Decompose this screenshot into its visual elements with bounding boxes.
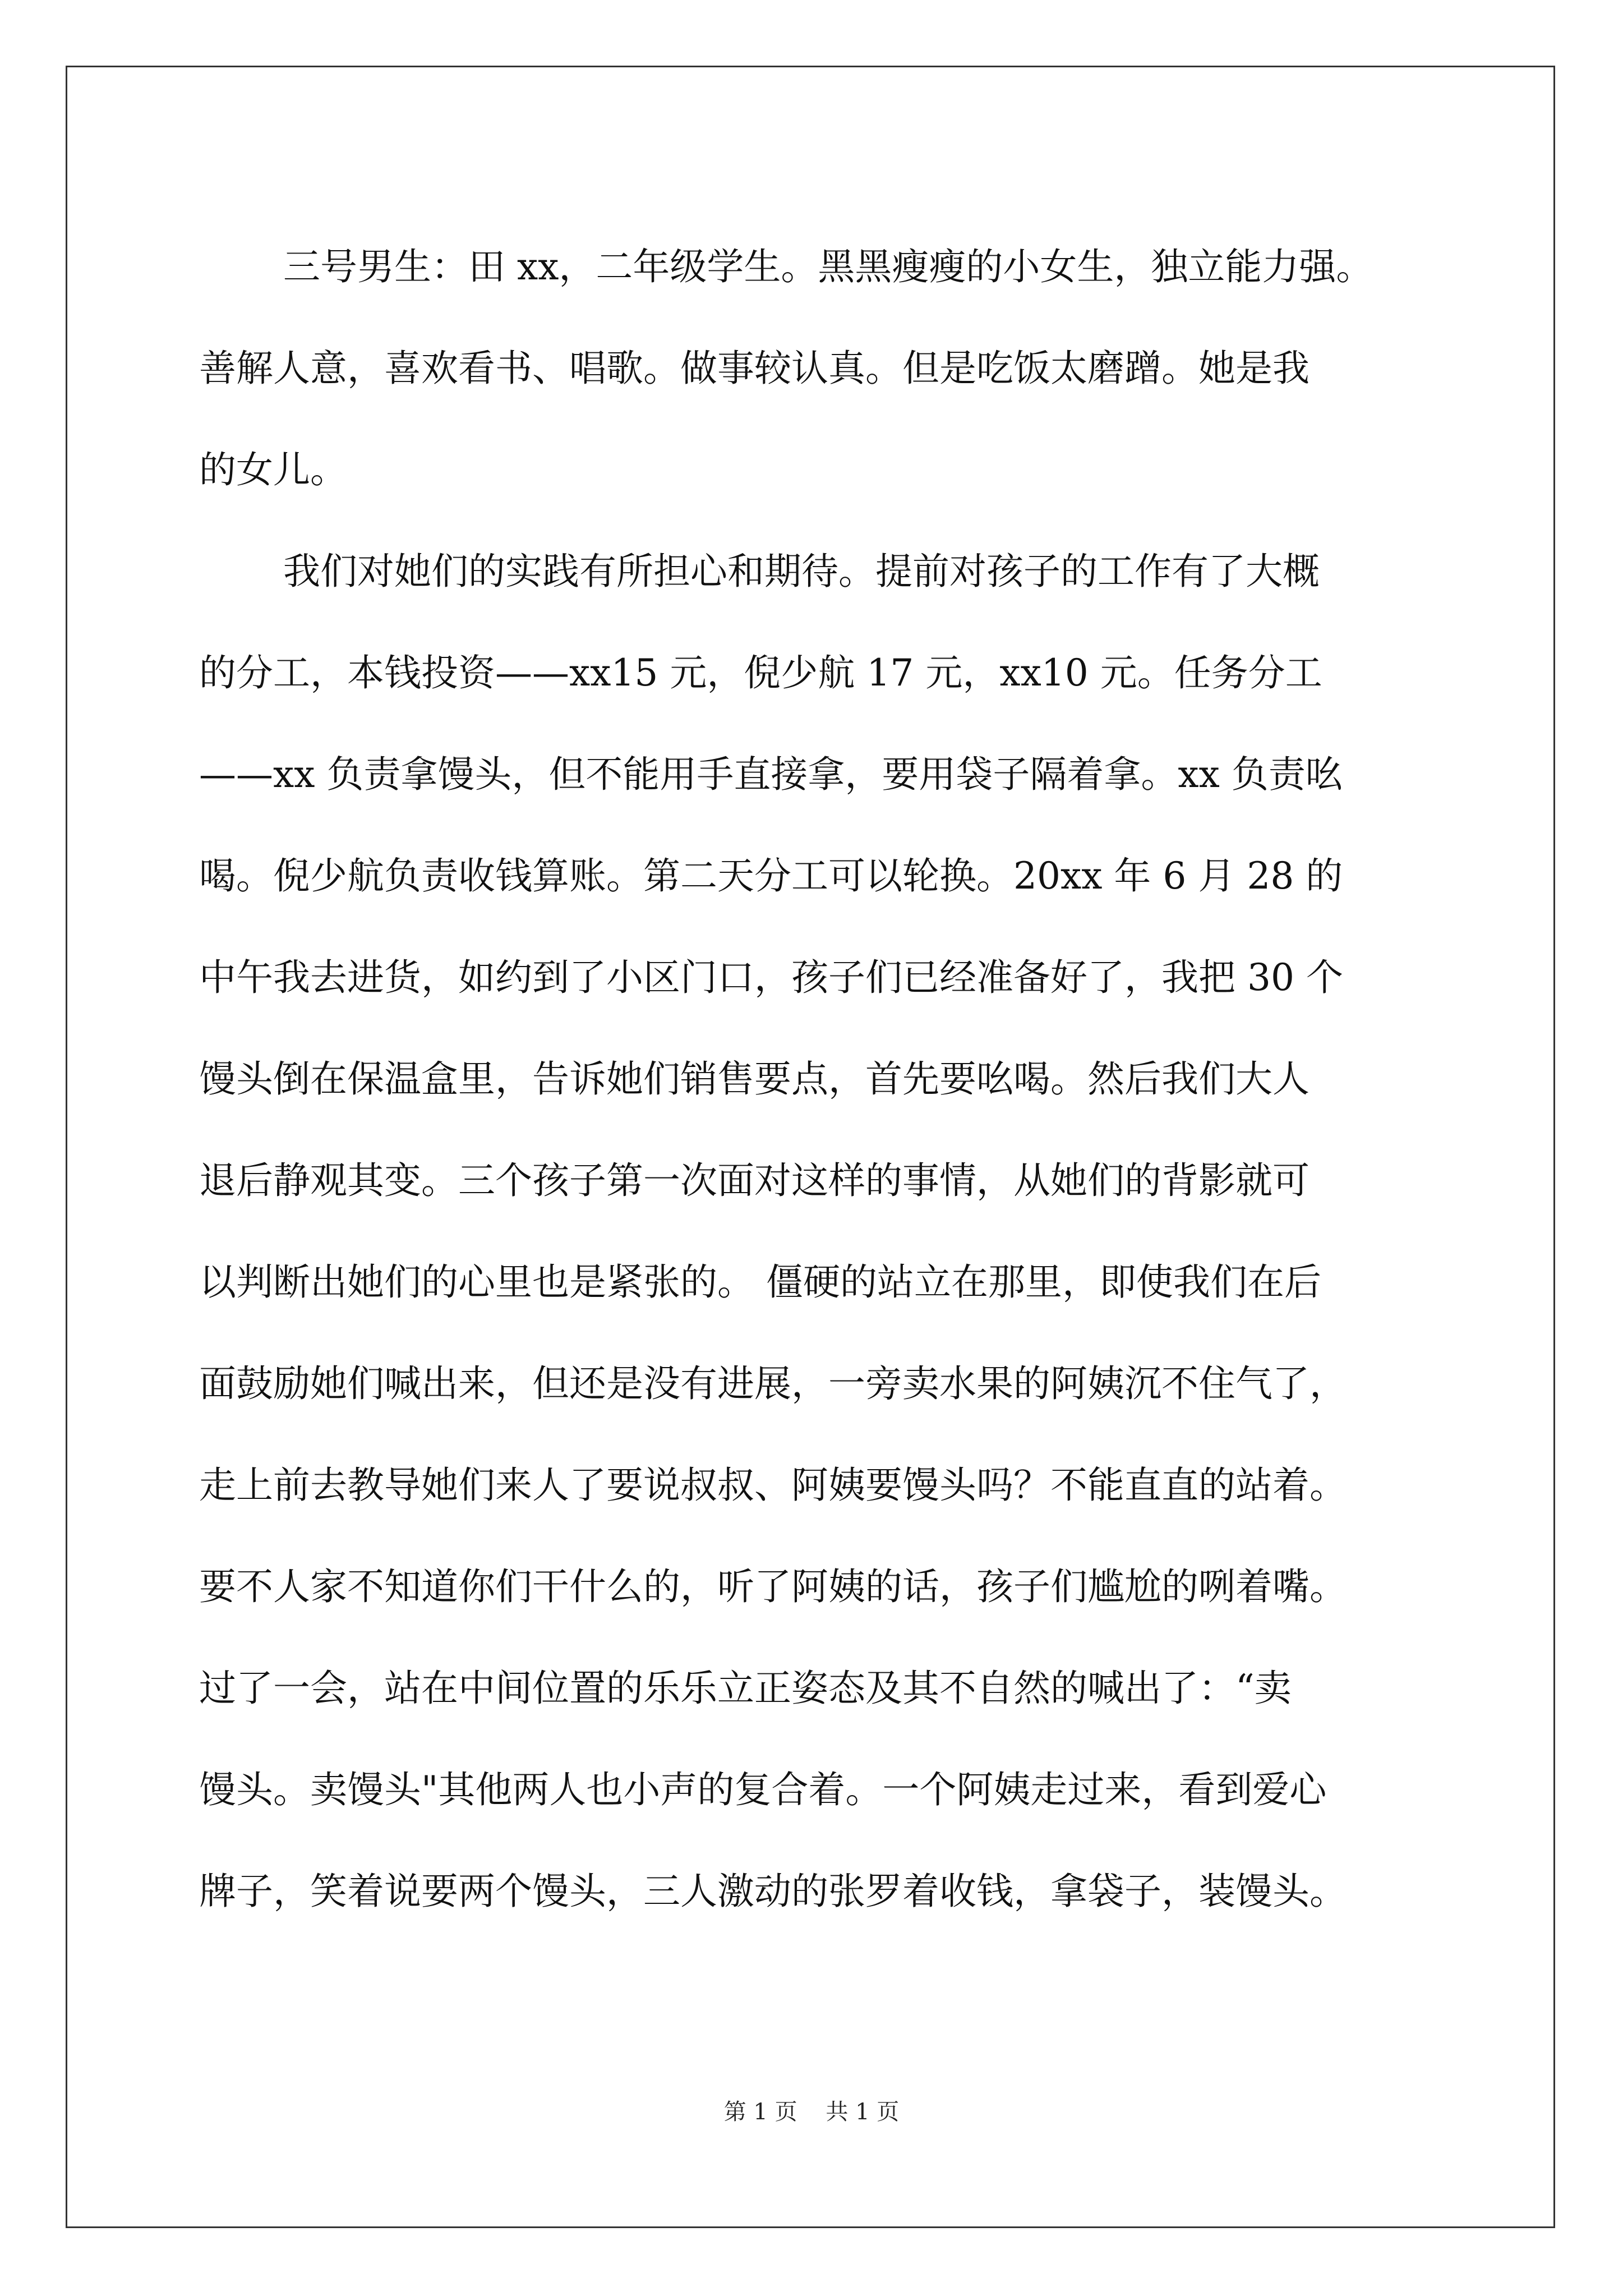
page-number-footer: 第 1 页 共 1 页 xyxy=(723,2099,900,2125)
text-line: 牌子，笑着说要两个馒头，三人激动的张罗着收钱，拿袋子，装馒头。 xyxy=(199,1870,1347,1913)
text-line: 走上前去教导她们来人了要说叔叔、阿姨要馒头吗？不能直直的站着。 xyxy=(199,1464,1347,1507)
text-line: 要不人家不知道你们干什么的，听了阿姨的话，孩子们尴尬的咧着嘴。 xyxy=(199,1565,1347,1608)
text-line: 的分工，本钱投资——xx15 元，倪少航 17 元，xx10 元。任务分工 xyxy=(199,651,1322,694)
text-line: 退后静观其变。三个孩子第一次面对这样的事情，从她们的背影就可 xyxy=(199,1159,1310,1202)
paragraph-1 xyxy=(199,216,1433,521)
text-line: 馒头倒在保温盒里，告诉她们销售要点，首先要吆喝。然后我们大人 xyxy=(199,1057,1310,1101)
text-line: ——xx 负责拿馒头，但不能用手直接拿，要用袋子隔着拿。xx 负责吆 xyxy=(199,753,1343,796)
text-line: 善解人意，喜欢看书、唱歌。做事较认真。但是吃饭太磨蹭。她是我 xyxy=(199,347,1310,390)
paragraph-2 xyxy=(199,521,1433,1942)
text-line: 馒头。卖馒头"其他两人也小声的复合着。一个阿姨走过来，看到爱心 xyxy=(199,1768,1327,1811)
text-line: 过了一会，站在中间位置的乐乐立正姿态及其不自然的喊出了：“卖 xyxy=(199,1667,1292,1710)
text-line: 以判断出她们的心里也是紧张的。 僵硬的站立在那里，即使我们在后 xyxy=(199,1260,1321,1304)
text-line: 面鼓励她们喊出来，但还是没有进展，一旁卖水果的阿姨沉不住气了， xyxy=(199,1362,1347,1405)
text-line: 喝。倪少航负责收钱算账。第二天分工可以轮换。20xx 年 6 月 28 的 xyxy=(199,854,1343,898)
document-body xyxy=(199,216,1433,1942)
text-line: 的女儿。 xyxy=(199,448,347,491)
text-line: 中午我去进货，如约到了小区门口，孩子们已经准备好了，我把 30 个 xyxy=(199,956,1343,999)
text-line: 三号男生：田 xx，二年级学生。黑黑瘦瘦的小女生，独立能力强。 xyxy=(283,245,1373,288)
text-line: 我们对她们的实践有所担心和期待。提前对孩子的工作有了大概 xyxy=(283,550,1320,593)
